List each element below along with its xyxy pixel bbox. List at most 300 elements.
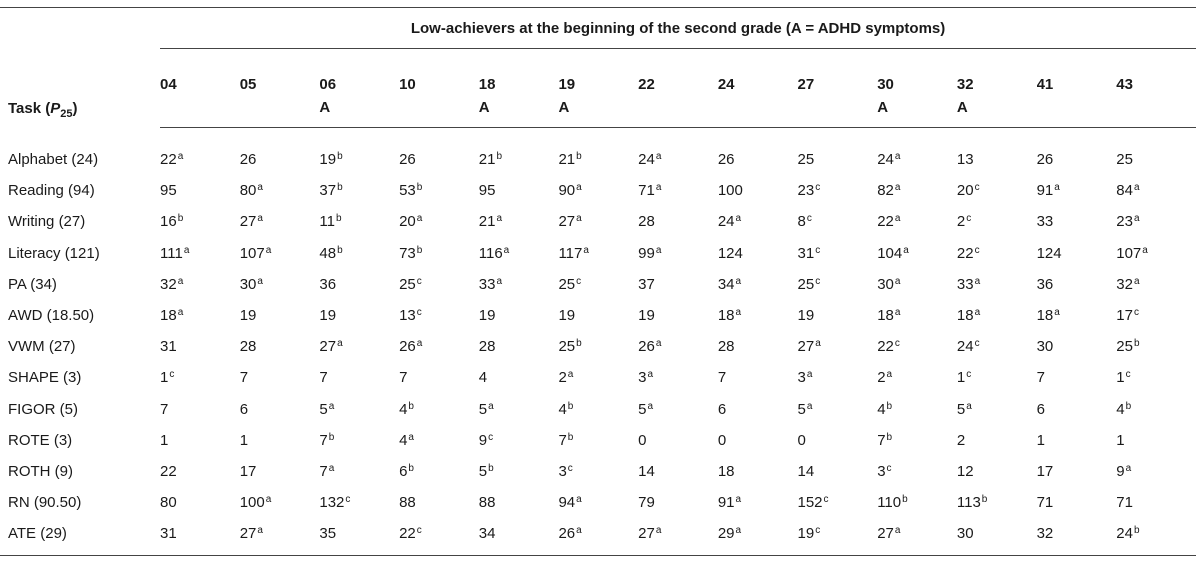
score-cell (718, 456, 798, 487)
significance-marker: a (806, 400, 813, 412)
score-cell (957, 300, 1037, 331)
score-cell (479, 362, 559, 393)
significance-marker: a (265, 244, 272, 256)
score-cell (877, 425, 957, 456)
significance-marker: c (886, 462, 892, 474)
score-value: 27 (319, 338, 337, 356)
significance-marker: a (257, 182, 263, 194)
score-value: 71 (1036, 494, 1054, 512)
score-cell (319, 518, 399, 556)
score-cell (160, 300, 240, 331)
task-label: ROTH (9) (8, 462, 73, 480)
score-value: 24 (638, 151, 655, 169)
significance-marker: b (496, 151, 502, 163)
score-cell (638, 175, 718, 206)
score-cell (558, 269, 638, 300)
score-cell (957, 206, 1037, 237)
score-value: 1 (239, 431, 249, 449)
table-row (0, 362, 1196, 393)
score-cell (558, 425, 638, 456)
score-cell (160, 425, 240, 456)
table-row (0, 518, 1196, 556)
score-value: 37 (319, 182, 337, 200)
score-value: 26 (558, 525, 576, 543)
score-cell (240, 487, 320, 518)
score-value: 30 (1036, 338, 1054, 356)
significance-marker: a (567, 369, 574, 381)
score-value: 124 (717, 244, 743, 262)
score-cell (957, 487, 1037, 518)
score-cell (638, 362, 718, 393)
score-value: 25 (797, 275, 815, 293)
participant-id-header: 19 (558, 76, 576, 93)
score-value: 24 (1116, 525, 1133, 543)
score-cell (718, 518, 798, 556)
significance-marker: a (886, 369, 893, 381)
score-cell (1037, 518, 1117, 556)
score-value: 27 (877, 525, 894, 543)
score-cell (319, 425, 399, 456)
significance-marker: c (416, 307, 422, 319)
significance-marker: a (655, 151, 662, 163)
score-cell (240, 175, 320, 206)
score-value: 5 (478, 400, 488, 418)
score-cell (1116, 394, 1196, 425)
score-cell (798, 425, 878, 456)
adhd-marker (718, 97, 798, 128)
score-value: 17 (239, 462, 257, 480)
table-row (0, 331, 1196, 362)
significance-marker: b (1133, 525, 1140, 537)
significance-marker: a (328, 400, 335, 412)
score-cell (240, 144, 320, 175)
score-cell (638, 206, 718, 237)
significance-marker: a (337, 338, 343, 350)
table-row (0, 425, 1196, 456)
score-value: 1 (1116, 369, 1125, 387)
significance-marker: a (576, 182, 582, 194)
score-cell (319, 206, 399, 237)
score-value: 1 (160, 369, 169, 387)
task-label: Alphabet (24) (8, 151, 99, 169)
score-value: 19 (319, 151, 337, 169)
significance-marker: a (655, 525, 662, 537)
score-value: 17 (1036, 462, 1054, 480)
score-cell (718, 300, 798, 331)
score-value: 22 (877, 213, 894, 231)
significance-marker: b (408, 400, 414, 412)
score-cell (798, 362, 878, 393)
score-cell (160, 394, 240, 425)
score-cell (479, 269, 559, 300)
score-cell (638, 238, 718, 269)
significance-marker: b (416, 244, 423, 256)
score-value: 25 (399, 275, 416, 293)
score-value: 5 (797, 400, 806, 418)
score-cell (638, 456, 718, 487)
score-cell (798, 394, 878, 425)
score-value: 124 (1036, 244, 1062, 262)
score-value: 19 (319, 307, 337, 325)
score-value: 6 (239, 400, 249, 418)
score-cell (399, 518, 479, 556)
score-value: 32 (160, 275, 177, 293)
score-cell (240, 456, 320, 487)
significance-marker: a (894, 182, 901, 194)
score-cell (240, 238, 320, 269)
score-value: 104 (877, 244, 903, 262)
table-row (0, 456, 1196, 487)
score-value: 82 (877, 182, 894, 200)
score-cell (479, 175, 559, 206)
significance-marker: a (1054, 182, 1060, 194)
score-value: 2 (956, 431, 966, 449)
score-value: 22 (160, 151, 177, 169)
significance-marker: a (576, 213, 582, 225)
score-value: 91 (1036, 182, 1054, 200)
significance-marker: a (1054, 307, 1060, 319)
score-value: 28 (478, 338, 496, 356)
score-cell (1116, 518, 1196, 556)
score-value: 19 (558, 307, 576, 325)
significance-marker: a (735, 213, 742, 225)
score-value: 7 (319, 431, 328, 449)
score-cell (798, 331, 878, 362)
score-cell (319, 144, 399, 175)
significance-marker: c (974, 244, 980, 256)
score-cell (319, 331, 399, 362)
score-cell (1037, 394, 1117, 425)
table-row (0, 206, 1196, 237)
score-value: 26 (638, 338, 655, 356)
score-cell (877, 518, 957, 556)
score-cell (240, 394, 320, 425)
participant-id-header: 06 (319, 76, 337, 93)
significance-marker: a (655, 244, 662, 256)
score-cell (240, 269, 320, 300)
table-row (0, 487, 1196, 518)
significance-marker: c (345, 494, 351, 506)
significance-marker: a (265, 494, 272, 506)
significance-marker: b (408, 462, 414, 474)
significance-marker: a (647, 369, 654, 381)
score-value: 95 (478, 182, 496, 200)
score-value: 100 (717, 182, 743, 200)
score-value: 34 (478, 525, 496, 543)
score-cell (160, 206, 240, 237)
adhd-marker (160, 97, 240, 128)
score-value: 19 (638, 307, 655, 325)
score-cell (1116, 238, 1196, 269)
task-label: Reading (94) (8, 182, 95, 200)
score-value: 25 (558, 275, 576, 293)
significance-marker: c (966, 369, 972, 381)
score-value: 2 (877, 369, 886, 387)
task-label: PA (34) (8, 275, 57, 293)
group-header-title: Low-achievers at the beginning of the second grade (A = ADHD symptoms) (160, 8, 1196, 49)
score-cell (798, 238, 878, 269)
score-cell (399, 144, 479, 175)
score-value: 4 (558, 400, 567, 418)
score-value: 27 (239, 213, 257, 231)
significance-marker: c (488, 431, 494, 443)
significance-marker: a (576, 525, 582, 537)
score-cell (479, 300, 559, 331)
participant-id-header: 27 (797, 76, 815, 93)
score-cell (1116, 425, 1196, 456)
score-cell (798, 300, 878, 331)
table-row (0, 394, 1196, 425)
table-row (0, 300, 1196, 331)
significance-marker: c (894, 338, 900, 350)
score-cell (240, 425, 320, 456)
score-cell (638, 518, 718, 556)
score-cell (558, 206, 638, 237)
score-value: 18 (1036, 307, 1054, 325)
score-value: 19 (797, 307, 815, 325)
score-cell (798, 175, 878, 206)
significance-marker: a (974, 307, 981, 319)
score-cell (798, 206, 878, 237)
score-value: 71 (1116, 494, 1133, 512)
score-cell (160, 238, 240, 269)
significance-marker: c (1133, 307, 1139, 319)
score-cell (877, 269, 957, 300)
significance-marker: a (735, 275, 742, 287)
score-value: 1 (956, 369, 966, 387)
score-value: 28 (638, 213, 655, 231)
significance-marker: a (496, 213, 502, 225)
score-value: 2 (558, 369, 567, 387)
group-header-empty (0, 8, 160, 49)
score-cell (558, 238, 638, 269)
score-value: 32 (1116, 275, 1133, 293)
score-value: 13 (399, 307, 416, 325)
significance-marker: b (567, 400, 574, 412)
score-cell (877, 144, 957, 175)
significance-marker: c (576, 275, 582, 287)
score-value: 7 (399, 369, 408, 387)
significance-marker: c (806, 213, 812, 225)
score-cell (319, 394, 399, 425)
score-value: 33 (478, 275, 496, 293)
score-value: 27 (239, 525, 257, 543)
significance-marker: c (1125, 369, 1131, 381)
significance-marker: a (416, 213, 423, 225)
score-cell (558, 362, 638, 393)
score-cell (718, 206, 798, 237)
score-value: 21 (478, 151, 496, 169)
adhd-marker (638, 97, 718, 128)
score-value: 152 (797, 494, 823, 512)
score-value: 4 (399, 400, 408, 418)
score-cell (1116, 456, 1196, 487)
significance-marker: a (894, 275, 901, 287)
task-column-header (0, 49, 160, 128)
score-cell (798, 487, 878, 518)
score-cell (558, 394, 638, 425)
significance-marker: c (567, 462, 573, 474)
task-header-suffix: ) (72, 99, 78, 117)
significance-marker: a (503, 244, 510, 256)
score-cell (160, 269, 240, 300)
score-cell (718, 425, 798, 456)
score-value: 3 (797, 369, 806, 387)
score-cell (1037, 487, 1117, 518)
significance-marker: a (328, 462, 335, 474)
score-value: 107 (1116, 244, 1142, 262)
adhd-marker (399, 97, 479, 128)
score-cell (240, 331, 320, 362)
score-value: 111 (160, 244, 183, 262)
adhd-marker: A (957, 97, 1037, 128)
score-value: 99 (638, 244, 655, 262)
significance-marker: b (1133, 338, 1140, 350)
score-cell (479, 144, 559, 175)
score-value: 18 (717, 307, 735, 325)
score-cell (479, 206, 559, 237)
group-header-row (0, 8, 1196, 49)
participant-id-header: 32 (956, 76, 974, 93)
score-value: 24 (717, 213, 735, 231)
score-value: 18 (717, 462, 735, 480)
score-value: 90 (558, 182, 576, 200)
score-cell (160, 331, 240, 362)
significance-marker: a (576, 494, 582, 506)
participant-id-header: 05 (239, 76, 257, 93)
significance-marker: c (169, 369, 175, 381)
score-value: 0 (797, 431, 806, 449)
task-label: SHAPE (3) (8, 369, 82, 387)
significance-marker: c (823, 494, 829, 506)
significance-marker: b (576, 151, 582, 163)
score-cell (798, 144, 878, 175)
score-cell (957, 394, 1037, 425)
score-cell (240, 518, 320, 556)
score-cell (399, 206, 479, 237)
significance-marker: b (337, 244, 343, 256)
task-label: FIGOR (5) (8, 400, 78, 418)
significance-marker: c (416, 275, 422, 287)
score-value: 17 (1116, 307, 1133, 325)
score-value: 11 (319, 213, 335, 231)
score-cell (957, 331, 1037, 362)
score-cell (399, 394, 479, 425)
score-value: 25 (558, 338, 576, 356)
score-cell (877, 362, 957, 393)
significance-marker: a (1125, 462, 1132, 474)
table-row (0, 144, 1196, 175)
score-value: 80 (239, 182, 257, 200)
significance-marker: a (894, 213, 901, 225)
score-value: 18 (877, 307, 894, 325)
score-cell (718, 269, 798, 300)
score-value: 91 (717, 494, 735, 512)
score-cell (479, 394, 559, 425)
score-value: 23 (797, 182, 815, 200)
score-value: 6 (399, 462, 408, 480)
score-value: 16 (160, 213, 177, 231)
significance-marker: a (894, 151, 901, 163)
significance-marker: a (583, 244, 589, 256)
score-value: 26 (717, 151, 735, 169)
score-cell (638, 300, 718, 331)
score-cell (1037, 269, 1117, 300)
score-cell (798, 456, 878, 487)
score-cell (399, 175, 479, 206)
score-cell (558, 518, 638, 556)
significance-marker: a (1142, 244, 1148, 256)
score-cell (479, 518, 559, 556)
score-value: 79 (638, 494, 655, 512)
score-value: 80 (160, 494, 177, 512)
adhd-marker: A (877, 97, 957, 128)
score-value: 25 (797, 151, 815, 169)
score-cell (558, 456, 638, 487)
score-value: 36 (319, 275, 337, 293)
score-cell (1037, 362, 1117, 393)
score-cell (319, 300, 399, 331)
score-cell (877, 238, 957, 269)
score-cell (479, 331, 559, 362)
score-value: 4 (399, 431, 408, 449)
significance-marker: b (1125, 400, 1132, 412)
score-cell (319, 487, 399, 518)
score-value: 4 (478, 369, 488, 387)
significance-marker: b (567, 431, 574, 443)
adhd-marker (1037, 97, 1117, 128)
score-cell (1037, 206, 1117, 237)
score-cell (718, 175, 798, 206)
score-cell (877, 331, 957, 362)
score-value: 25 (1116, 151, 1133, 169)
score-value: 9 (478, 431, 488, 449)
significance-marker: a (806, 369, 813, 381)
score-value: 88 (478, 494, 496, 512)
score-value: 30 (877, 275, 894, 293)
score-cell (479, 425, 559, 456)
score-value: 23 (1116, 213, 1133, 231)
score-cell (479, 456, 559, 487)
score-cell (319, 175, 399, 206)
score-cell (718, 238, 798, 269)
score-cell (1116, 331, 1196, 362)
adhd-marker: A (319, 97, 399, 128)
score-value: 71 (638, 182, 655, 200)
score-cell (160, 456, 240, 487)
score-cell (957, 362, 1037, 393)
significance-marker: a (894, 525, 901, 537)
score-cell (877, 487, 957, 518)
score-cell (877, 175, 957, 206)
score-cell (1037, 456, 1117, 487)
score-cell (479, 238, 559, 269)
score-cell (798, 269, 878, 300)
score-value: 132 (319, 494, 345, 512)
score-cell (160, 144, 240, 175)
significance-marker: a (903, 244, 909, 256)
score-cell (957, 456, 1037, 487)
table-row (0, 175, 1196, 206)
significance-marker: a (735, 525, 742, 537)
score-value: 4 (877, 400, 886, 418)
score-value: 6 (1036, 400, 1045, 418)
score-cell (399, 238, 479, 269)
task-label: ATE (29) (8, 525, 67, 543)
score-value: 117 (558, 244, 583, 262)
score-value: 29 (717, 525, 735, 543)
score-cell (877, 206, 957, 237)
